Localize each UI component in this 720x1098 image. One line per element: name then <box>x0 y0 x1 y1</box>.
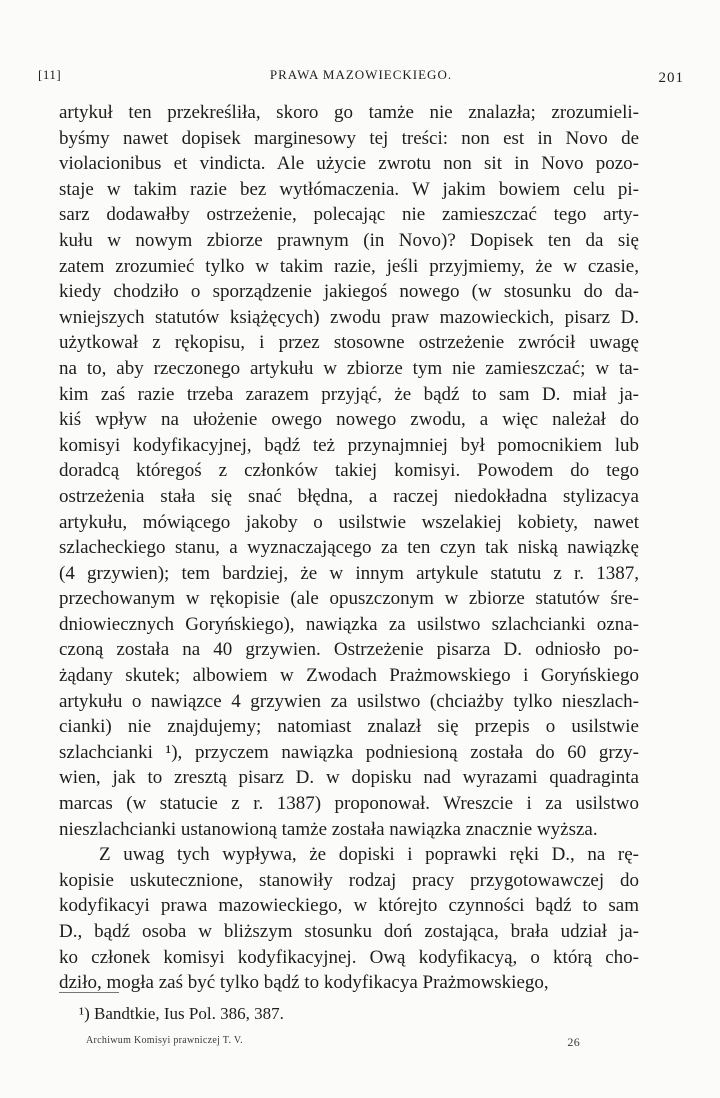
page-number: 201 <box>658 70 684 86</box>
text-line: wien, jak to zresztą pisarz D. w dopisku nad wyrazami quadraginta <box>59 767 639 789</box>
text-line: wniejszych statutów książęcych) zwodu praw mazowieckich, pisarz D. <box>59 306 639 328</box>
text-line: kiedy chodziło o sporządzenie jakiegoś nowego (w stosunku do da- <box>59 281 639 303</box>
footnote: ¹) Bandtkie, Ius Pol. 386, 387. <box>79 1004 284 1023</box>
signature-number: 26 <box>567 1035 580 1049</box>
running-title: PRAWA MAZOWIECKIEGO. <box>269 67 453 82</box>
text-line: dniowiecznych Goryńskiego), nawiązka za usilstwo szlachcianki ozna- <box>59 613 639 635</box>
text-line: użytkował z rękopisu, i przez stosowne ostrzeżenie zwrócił uwagę <box>59 332 639 354</box>
text-line: nieszlachcianki ustanowioną tamże została nawiązka znacznie wyższa. <box>59 818 598 840</box>
text-line: violacionibus et vindicta. Ale użycie zwrotu non sit in Novo pozo- <box>59 153 639 175</box>
text-line: kułu w nowym zbiorze prawnym (in Novo)? Dopisek ten da się <box>59 229 639 251</box>
text-line: kopisie uskutecznione, stanowiły rodzaj pracy przygotowawczej do <box>59 869 639 891</box>
text-line: byśmy nawet dopisek marginesowy tej treści: non est in Novo de <box>59 127 639 149</box>
text-line: na to, aby rzeczonego artykułu w zbiorze tym nie zamieszczać; w ta- <box>59 357 639 379</box>
text-line: artykułu o nawiązce 4 grzywien za usilstwo (chciażby tylko nieszlach- <box>59 690 639 712</box>
text-line: marcas (w statucie z r. 1387) proponował. Wreszcie i za usilstwo <box>59 793 639 815</box>
text-line: artykułu, mówiącego jakoby o usilstwie wszelakiej kobiety, nawet <box>59 511 639 533</box>
body-text <box>59 100 639 996</box>
text-line: (4 grzywien); tem bardziej, że w innym artykule statutu z r. 1387, <box>59 562 639 584</box>
text-line: dziło, mogła zaś być tylko bądź to kodyfikacya Prażmowskiego, <box>59 972 549 994</box>
text-line: komisyi kodyfikacyjnej, bądź też przynajmniej był pomocnikiem lub <box>59 434 639 456</box>
text-line: cianki) nie znajdujemy; natomiast znalazł się przepis o usilstwie <box>59 716 639 738</box>
text-line: doradcą któregoś z członków takiej komisyi. Powodem do tego <box>59 460 639 482</box>
text-line: D., bądź osoba w bliższym stosunku doń zostająca, brała udział ja- <box>59 921 639 942</box>
text-line: staje w takim razie bez wytłómaczenia. W jakim bowiem celu pi- <box>59 178 639 200</box>
text-line: żądany skutek; albowiem w Zwodach Prażmowskiego i Goryńskiego <box>59 665 639 687</box>
signature-title: Archiwum Komisyi prawniczej T. V. <box>86 1035 243 1046</box>
footnote-separator <box>59 992 119 993</box>
printer-signature <box>86 1035 580 1051</box>
text-line: ostrzeżenia stała się snać błędna, a raczej niedokładna stylizacya <box>59 485 639 507</box>
section-marker: [11] <box>38 67 62 82</box>
running-header <box>38 64 684 86</box>
text-line: kiś wpływ na ułożenie owego nowego zwodu, a więc należał do <box>59 409 639 431</box>
text-line: przechowanym w rękopisie (ale opuszczonym w zbiorze statutów śre- <box>59 588 639 610</box>
text-line: zatem zrozumieć tylko w takim razie, jeśli przyjmiemy, że w czasie, <box>59 255 639 277</box>
text-line: czoną została na 40 grzywien. Ostrzeżenie pisarza D. odniosło po- <box>59 639 639 661</box>
text-line: sarz dodawałby ostrzeżenie, polecając nie zamieszczać tego arty- <box>59 204 639 226</box>
text-line: kim zaś razie trzeba zarazem przyjąć, że bądź to sam D. miał ja- <box>59 383 639 405</box>
text-line: artykuł ten przekreśliła, skoro go tamże nie znalazła; zrozumieli- <box>59 102 639 123</box>
text-line: szlacheckiego stanu, a wyznaczającego za ten czyn tak niską nawiązkę <box>59 537 639 559</box>
text-line: ko członek komisyi kodyfikacyjnej. Ową kodyfikacyą, o którą cho- <box>59 946 639 968</box>
text-line: Z uwag tych wypływa, że dopiski i poprawki ręki D., na rę- <box>99 844 639 866</box>
text-line: szlachcianki ¹), przyczem nawiązka podniesioną została do 60 grzy- <box>59 741 639 763</box>
text-line: kodyfikacyi prawa mazowieckiego, w którejto czynności bądź to sam <box>59 895 639 917</box>
